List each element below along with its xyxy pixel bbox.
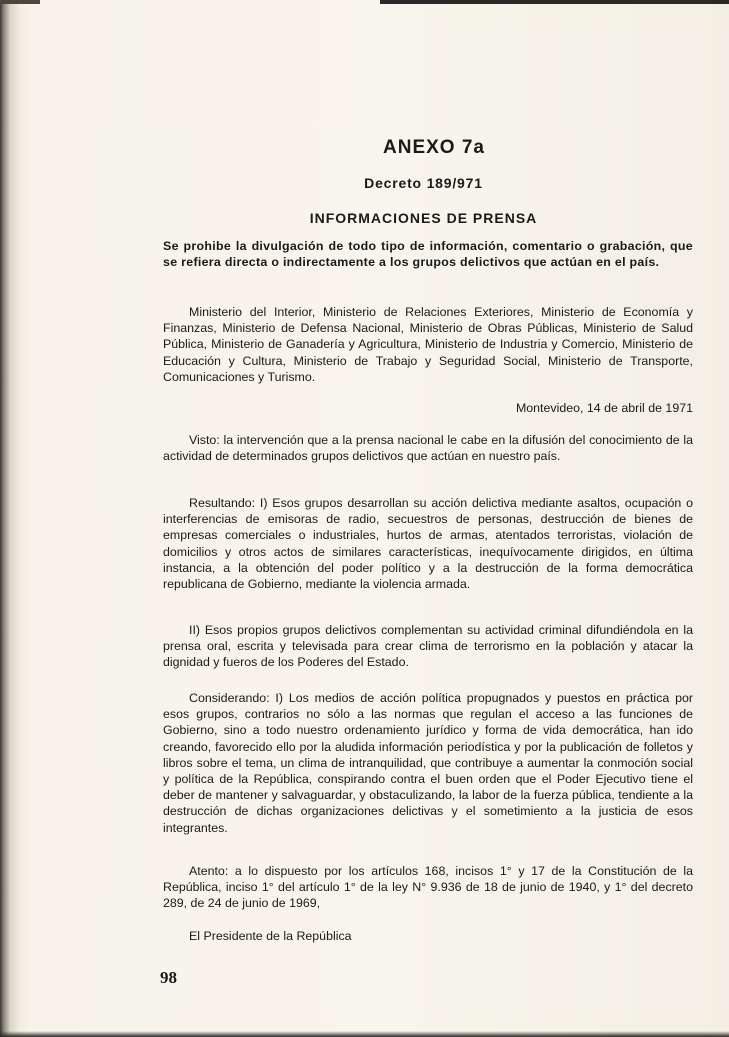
book-spine-shadow [0,0,20,1037]
resultando-paragraph-1: Resultando: I) Esos grupos desarrollan su acción delictiva mediante asaltos, ocupación o interferencias de emisoras de radio, secuestros de personas, destrucción de bienes de empresas comerciales o industriales, hurtos de armas, atentados terroristas, violación de domicilios y otros actos de similares características, inequívocamente dirigidos, en última instancia, a la obtención del poder político y a la destrucción de la forma democrática republicana de Gobierno, mediante la violencia armada. [163,496,693,592]
annex-title: ANEXO 7a [383,137,485,158]
decree-summary: Se prohibe la divulgación de todo tipo de información, comentario o grabación, que se refiera directa o indirectamente a los grupos delictivos que actúan en el país. [163,239,693,270]
page-edge-top-left [0,0,40,4]
page-edge-bottom [0,1031,729,1037]
date-line: Montevideo, 14 de abril de 1971 [515,401,693,415]
section-title: INFORMACIONES DE PRENSA [309,210,538,226]
ministries-paragraph: Ministerio del Interior, Ministerio de Relaciones Exteriores, Ministerio de Economía y Finanzas, Ministerio de Defensa Nacional, Ministerio de Obras Públicas, Ministerio de Salud Pública, Ministerio de Ganadería y Agricultura, Ministerio de Industria y Comercio, Ministerio de Educación y Cultura, Ministerio de Trabajo y Seguridad Social, Ministerio de Transporte, Comunicaciones y Turismo. [163,305,693,384]
atento-paragraph: Atento: a lo dispuesto por los artículos 168, incisos 1° y 17 de la Constitución de la República, inciso 1° del artículo 1° de la ley N° 9.936 de 18 de junio de 1940, y 1° del decreto 289, de 24 de junio de 1969, [163,864,693,911]
page-number: 98 [160,968,177,987]
page-edge-top [380,0,729,4]
visto-paragraph: Visto: la intervención que a la prensa nacional le cabe en la difusión del conocimiento de la actividad de determinados grupos delictivos que actúan en nuestro país. [163,433,693,464]
presidente-line: El Presidente de la República [189,929,352,943]
considerando-paragraph: Considerando: I) Los medios de acción política propugnados y puestos en práctica por esos grupos, contrarios no sólo a las normas que regulan el acceso a las funciones de Gobierno, sino a todo nuestro ordenamiento jurídico y forma de vida democrática, han ido creando, favorecido ello por la aludida información periodística y por la publicación de folletos y libros sobre el tema, un clima de intranquilidad, que contribuye a aumentar la conmoción social y política de la República, conspirando contra el buen orden que el Poder Ejecutivo tiene el deber de mantener y salvaguardar, y obstaculizando, la labor de la fuerza pública, tendiente a la destrucción de dichas organizaciones delictivas y el sometimiento a la justicia de esos integrantes. [163,691,693,835]
decree-title: Decreto 189/971 [364,175,483,191]
resultando-paragraph-2: II) Esos propios grupos delictivos complementan su actividad criminal difundiéndola en la prensa oral, escrita y televisada para crear clima de terrorismo en la población y atacar la dignidad y fueros de los Poderes del Estado. [163,623,693,670]
